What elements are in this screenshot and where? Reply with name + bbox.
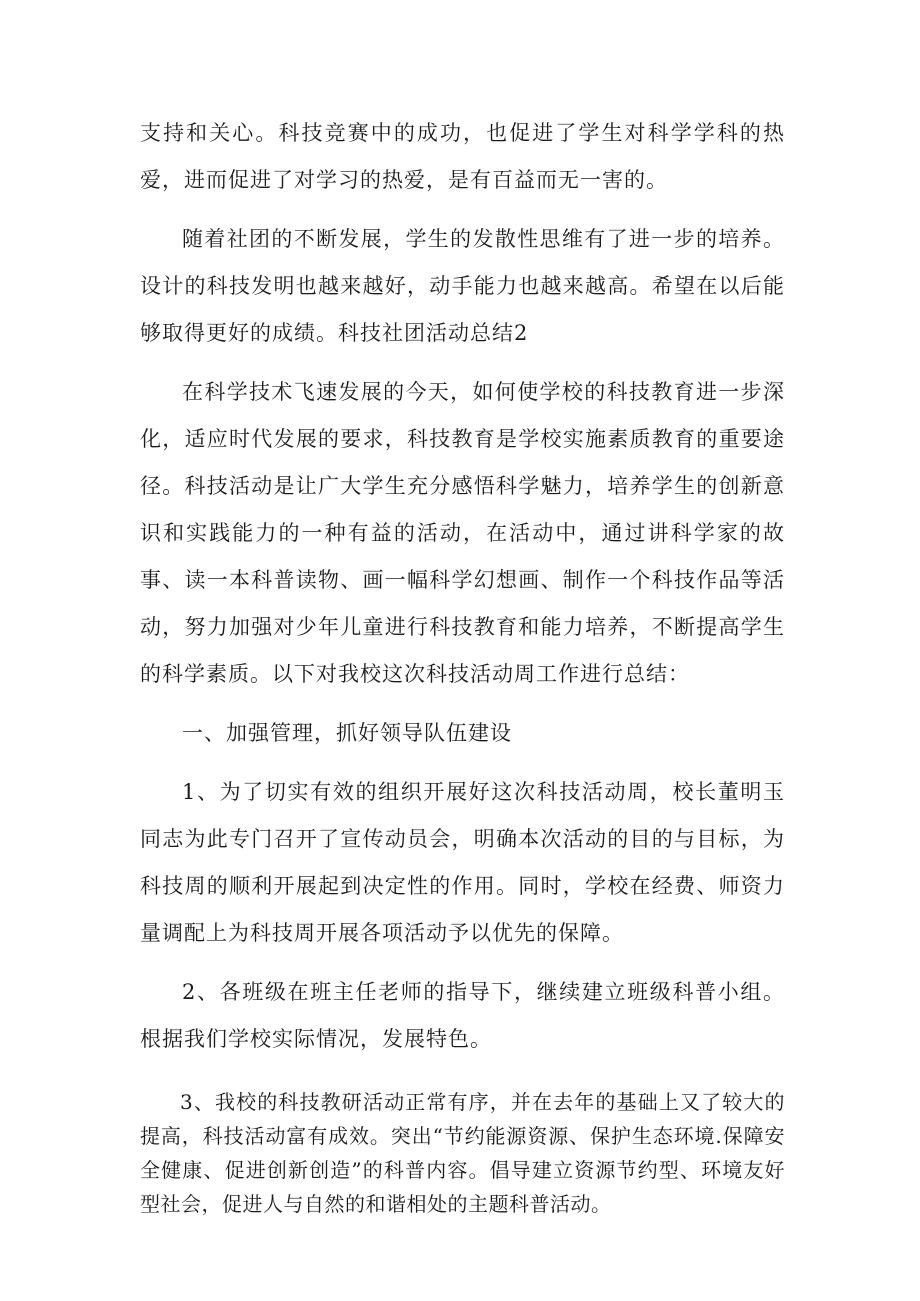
paragraph-item-3: 3、我校的科技教研活动正常有序，并在去年的基础上又了较大的提高，科技活动富有成效。突出“节约能源资源、保护生态环境.保障安全健康、促进创新创造”的科普内容。倡导建立资源节约型、环境友好型社会，促进人与自然的和谐相处的主题科普活动。: [140, 1090, 785, 1216]
paragraph-introduction: 在科学技术飞速发展的今天，如何使学校的科技教育进一步深化，适应时代发展的要求，科技教育是学校实施素质教育的重要途径。科技活动是让广大学生充分感悟科学魅力，培养学生的创新意识和实践能力的一种有益的活动，在活动中，通过讲科学家的故事、读一本科普读物、画一幅科学幻想画、制作一个科技作品等活动，努力加强对少年儿童进行科技教育和能力培养，不断提高学生的科学素质。以下对我校这次科技活动周工作进行总结：: [140, 380, 785, 686]
paragraph-society-development: 随着社团的不断发展，学生的发散性思维有了进一步的培养。设计的科技发明也越来越好，动手能力也越来越高。希望在以后能够取得更好的成绩。科技社团活动总结2: [140, 227, 785, 345]
document-body: [140, 110, 785, 1221]
paragraph-item-1: 1、为了切实有效的组织开展好这次科技活动周，校长董明玉同志为此专门召开了宣传动员会，明确本次活动的目的与目标，为科技周的顺利开展起到决定性的作用。同时，学校在经费、师资力量调配上为科技周开展各项活动予以优先的保障。: [140, 780, 785, 945]
paragraph-item-2: 2、各班级在班主任老师的指导下，继续建立班级科普小组。根据我们学校实际情况，发展特色。: [140, 980, 785, 1051]
section-heading-management: 一、加强管理，抓好领导队伍建设: [182, 721, 512, 745]
paragraph-continuation: 支持和关心。科技竞赛中的成功，也促进了学生对科学学科的热爱，进而促进了对学习的热爱，是有百益而无一害的。: [140, 121, 785, 192]
